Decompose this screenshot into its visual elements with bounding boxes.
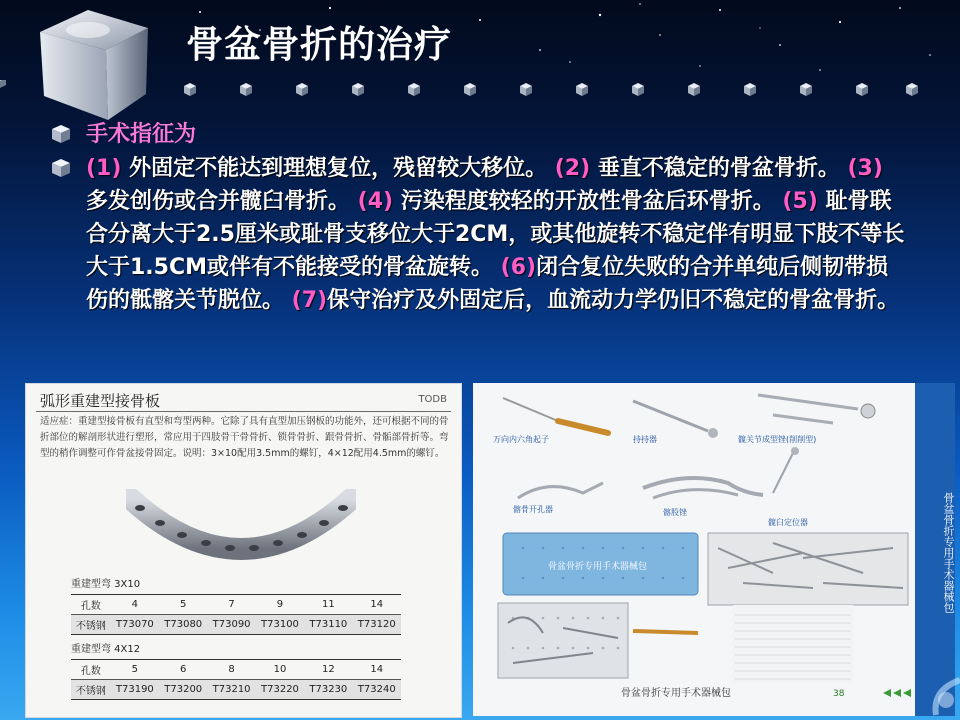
item-number: (7) xyxy=(291,288,328,313)
table-cell: 5 xyxy=(159,595,207,615)
item-number: (5) xyxy=(782,189,818,214)
table-cell: 8 xyxy=(207,660,255,680)
table-cell: 孔数 xyxy=(71,595,111,615)
catalog-description: 适应症：重建型接骨板有直型和弯型两种。它除了具有直型加压钢板的功能外，还可根据不同的骨折部位的解剖形状进行塑形，常应用于四肢骨干骨骨折、锁骨骨折、跟骨骨折、骨骺部骨折等。弯型的稍作调整可作骨盆接骨固定。说明：3×10配用3.5mm的螺钉，4×12配用4.5mm的螺钉。 xyxy=(40,416,449,459)
item-text: 外固定不能达到理想复位，残留较大移位。 xyxy=(121,156,555,181)
table-cell: T73120 xyxy=(353,615,401,635)
table-cell: T73070 xyxy=(111,615,159,635)
item-text: 耻骨联合分离大于2.5厘米或耻骨支移位大于2CM，或其他旋转不稳定伴有明显下肢不等长大于1.5CM或伴有不能接受的骨盆旋转。 xyxy=(86,189,905,280)
item-text: 多发创伤或合并髋臼骨折。 xyxy=(86,189,358,214)
instruments-illustration xyxy=(473,383,915,716)
table-cell: 11 xyxy=(304,595,352,615)
instrument-label: 万向内六角起子 xyxy=(493,435,549,444)
instrument-label: 持持器 xyxy=(633,435,657,444)
item-number: (1) xyxy=(86,156,122,181)
catalog-plate-image xyxy=(25,383,462,718)
table-cell: 孔数 xyxy=(71,660,111,680)
instrument-label: 髋关节成型锉(削削型) xyxy=(738,435,817,444)
table-caption: 重建型弯 4X12 xyxy=(71,644,141,655)
table-cell: T73210 xyxy=(207,680,255,700)
curved-bone-plate-icon xyxy=(126,489,356,589)
item-number: (3) xyxy=(847,156,883,181)
decorative-cube-row xyxy=(0,80,960,100)
item-text: 保守治疗及外固定后，血流动力学仍旧不稳定的骨盆骨折。 xyxy=(327,288,900,313)
indications-paragraph xyxy=(86,152,906,317)
table-cell: 14 xyxy=(353,595,401,615)
table-cell: T73230 xyxy=(304,680,352,700)
cube-bullet-icon xyxy=(50,123,72,145)
instrument-label: 髂骨开孔器 xyxy=(513,505,553,514)
catalog-instruments-image xyxy=(473,383,915,716)
catalog-side-title: 骨盆骨折专用手术器械包 xyxy=(915,383,955,716)
table-cell: 10 xyxy=(256,660,304,680)
table-cell: 6 xyxy=(159,660,207,680)
item-number: (6) xyxy=(500,255,537,280)
catalog-code: TODB xyxy=(418,394,447,405)
item-text: 污染程度较轻的开放性骨盆后环骨折。 xyxy=(393,189,783,214)
table-cell: 9 xyxy=(256,595,304,615)
table-cell: T73090 xyxy=(207,615,255,635)
table-cell: T73240 xyxy=(353,680,401,700)
spec-table-3x10 xyxy=(71,575,401,635)
cube-bullet-icon xyxy=(50,157,72,179)
table-cell: 不锈钢 xyxy=(71,615,111,635)
table-cell: 不锈钢 xyxy=(71,680,111,700)
bullet-indications-list xyxy=(50,152,906,317)
table-cell: T73200 xyxy=(159,680,207,700)
table-cell: 14 xyxy=(353,660,401,680)
table-cell: T73080 xyxy=(159,615,207,635)
table-cell: T73220 xyxy=(256,680,304,700)
case-label: 骨盆骨折专用手术器械包 xyxy=(548,562,648,572)
cube-logo-icon xyxy=(18,6,163,126)
catalog-caption: 骨盆骨折专用手术器械包 xyxy=(621,688,731,699)
bullet-indications-heading xyxy=(50,118,196,151)
table-caption: 重建型弯 3X10 xyxy=(71,579,141,590)
catalog-title: 弧形重建型接骨板 xyxy=(40,392,161,410)
spec-table-4x12 xyxy=(71,640,401,700)
table-cell: 5 xyxy=(111,660,159,680)
corner-swirl-icon xyxy=(922,670,960,720)
item-text: 闭合复位失败的合并单纯后侧韧带损伤的骶髂关节脱位。 xyxy=(86,255,889,313)
indications-heading: 手术指征为 xyxy=(86,122,197,147)
table-cell: T73100 xyxy=(256,615,304,635)
item-number: (2) xyxy=(554,156,591,181)
page-number: 38 xyxy=(833,689,845,699)
item-number: (4) xyxy=(357,189,394,214)
instrument-label: 髋臼定位器 xyxy=(768,518,808,527)
divider xyxy=(36,411,451,412)
table-cell: T73190 xyxy=(111,680,159,700)
item-text: 垂直不稳定的骨盆骨折。 xyxy=(590,156,848,181)
instrument-label: 髂股锉 xyxy=(663,508,687,517)
table-cell: T73110 xyxy=(304,615,352,635)
table-cell: 7 xyxy=(207,595,255,615)
table-cell: 12 xyxy=(304,660,352,680)
slide-title: 骨盆骨折的治疗 xyxy=(186,23,452,66)
table-cell: 4 xyxy=(111,595,159,615)
